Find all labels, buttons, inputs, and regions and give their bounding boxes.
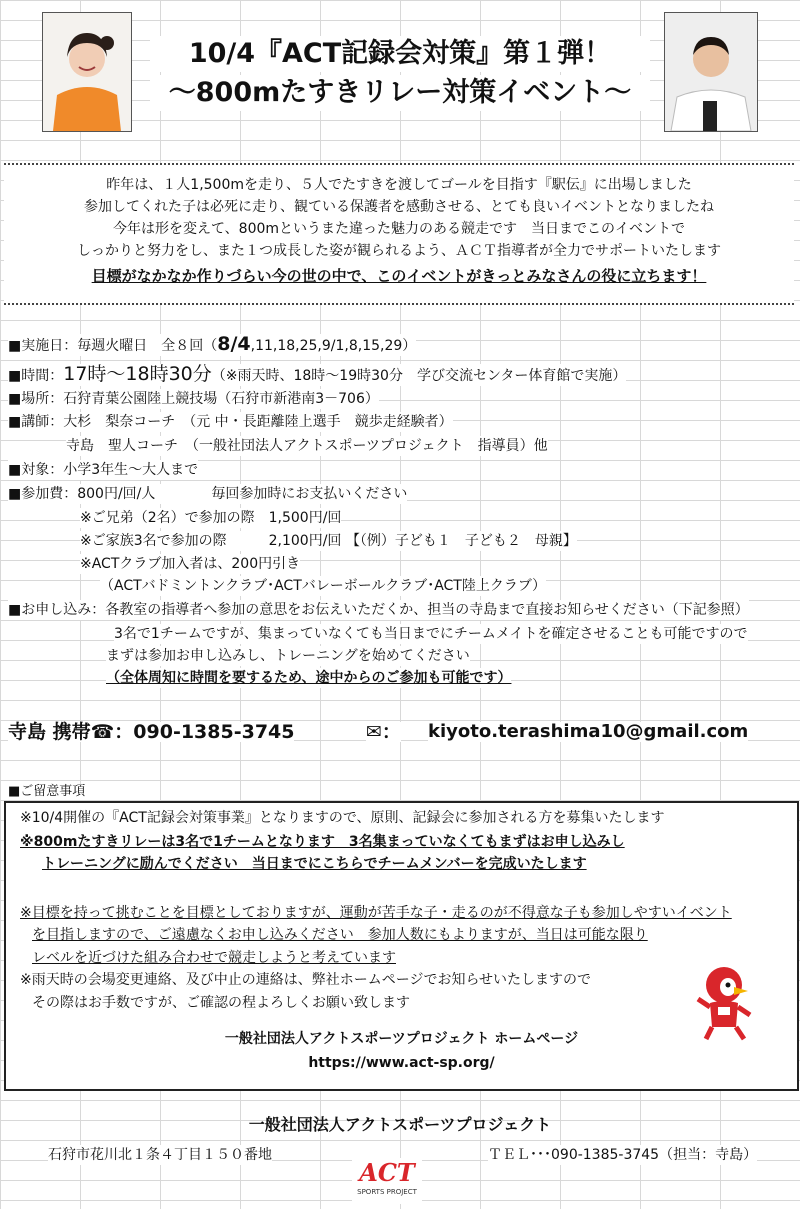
note-5: を目指しますので、ご遠慮なくお申し込みください 参加人数にもよりますが、当日は可能な限り — [32, 927, 648, 943]
detail-target: ■対象：小学3年生～大人まで — [8, 462, 199, 478]
act-logo-text: ACT — [359, 1158, 415, 1187]
coach-photo-right — [664, 12, 758, 132]
apply-line-2: 3名で1チームですが、集まっていなくても当日までにチームメイトを確定させることも可能ですので — [114, 626, 748, 642]
date-prefix: ■実施日：毎週火曜日 全８回（ — [8, 338, 218, 354]
detail-time — [8, 364, 626, 386]
note-3: トレーニングに励んでください 当日までにこちらでチームメンバーを完成いたします — [42, 856, 587, 872]
detail-place: ■場所：石狩青葉公園陸上競技場（石狩市新港南3－706） — [8, 391, 379, 407]
intro-line-4: しっかりと努力をし、また１つ成長した姿が観られるよう、ＡＣＴ指導者が全力でサポートいたします — [77, 243, 721, 259]
intro-box — [4, 163, 794, 305]
title-line-1: 10/4『ACT記録会対策』第１弾！ — [150, 36, 650, 72]
intro-line-3: 今年は形を変えて、800mというまた違った魅力のある競走です 当日までこのイベントで — [112, 221, 686, 237]
detail-coach-2: 寺島 聖人コーチ （一般社団法人アクトスポーツプロジェクト 指導員）他 — [66, 438, 548, 454]
intro-line-2: 参加してくれた子は必死に走り、観ている保護者を感動させる、とても良いイベントとなりましたね — [84, 199, 714, 215]
apply-line-3: まずは参加お申し込みし、トレーニングを始めてください — [106, 648, 470, 664]
time-main: 17時～18時30分 — [63, 363, 212, 385]
fee-note-club-list: （ACTバドミントンクラブ･ACTバレーボールクラブ･ACT陸上クラブ） — [100, 578, 546, 594]
homepage-url[interactable]: https://www.act-sp.org/ — [308, 1055, 495, 1071]
footer-org: 一般社団法人アクトスポーツプロジェクト — [248, 1115, 552, 1134]
time-prefix: ■時間： — [8, 368, 64, 384]
act-logo — [352, 1158, 422, 1204]
note-6: レベルを近づけた組み合わせで競走しようと考えています — [32, 950, 396, 966]
fee-note-family: ※ご家族3名で参加の際 2,100円/回 【（例）子ども１ 子ども２ 母親】 — [80, 533, 577, 549]
note-2: ※800mたすきリレーは3名で1チームとなります 3名集まっていなくてもまずはお申し込みし — [20, 834, 625, 850]
note-8: その際はお手数ですが、ご確認の程よろしくお願い致します — [32, 995, 410, 1011]
fee-note-siblings: ※ご兄弟（2名）で参加の際 1,500円/回 — [80, 510, 342, 526]
detail-coach-1: ■講師：大杉 梨奈コーチ （元 中・長距離陸上選手 競歩走経験者） — [8, 414, 453, 430]
contact-email[interactable]: kiyoto.terashima10@gmail.com — [428, 721, 749, 742]
note-4: ※目標を持って挑むことを目標としておりますが、運動が苦手な子・走るのが不得意な子も参加しやすいイベント — [20, 905, 732, 921]
intro-emphasis: 目標がなかなか作りづらい今の世の中で、このイベントがきっとみなさんの役に立ちます！ — [91, 267, 707, 285]
mascot-illustration — [694, 963, 754, 1043]
mail-icon: ✉： — [366, 721, 401, 743]
date-first: 8/4 — [217, 333, 251, 355]
note-1: ※10/4開催の『ACT記録会対策事業』となりますので、原則、記録会に参加される方を募集いたします — [20, 810, 665, 826]
footer-address: 石狩市花川北１条４丁目１５０番地 — [48, 1147, 272, 1163]
homepage-label: 一般社団法人アクトスポーツプロジェクト ホームページ — [224, 1031, 579, 1047]
detail-date — [8, 334, 416, 356]
title-line-2: ～800mたすきリレー対策イベント～ — [150, 75, 650, 111]
coach-photo-left — [42, 12, 132, 132]
notes-heading: ■ご留意事項 — [8, 784, 86, 799]
detail-fee: ■参加費：800円/回/人 毎回参加時にお支払いください — [8, 486, 408, 502]
detail-apply: ■お申し込み：各教室の指導者へ参加の意思をお伝えいただくか、担当の寺島まで直接お知らせください（下記参照） — [8, 602, 749, 618]
time-rest: （※雨天時、18時～19時30分 学び交流センター体育館で実施） — [211, 368, 627, 384]
fee-note-club: ※ACTクラブ加入者は、200円引き — [80, 556, 301, 572]
intro-line-1: 昨年は、１人1,500mを走り、５人でたすきを渡してゴールを目指す『駅伝』に出場しました — [106, 177, 692, 193]
act-logo-sub: SPORTS PROJECT — [357, 1188, 417, 1196]
apply-line-4: （全体周知に時間を要するため、途中からのご参加も可能です） — [106, 670, 512, 686]
date-rest: ,11,18,25,9/1,8,15,29） — [250, 338, 417, 354]
notes-box — [4, 801, 799, 1091]
footer-tel: ＴＥＬ･･･090-1385-3745（担当：寺島） — [488, 1147, 758, 1163]
contact-phone: 寺島 携帯☎：090-1385-3745 — [8, 721, 295, 743]
note-7: ※雨天時の会場変更連絡、及び中止の連絡は、弊社ホームページでお知らせいたしますので — [20, 972, 592, 988]
